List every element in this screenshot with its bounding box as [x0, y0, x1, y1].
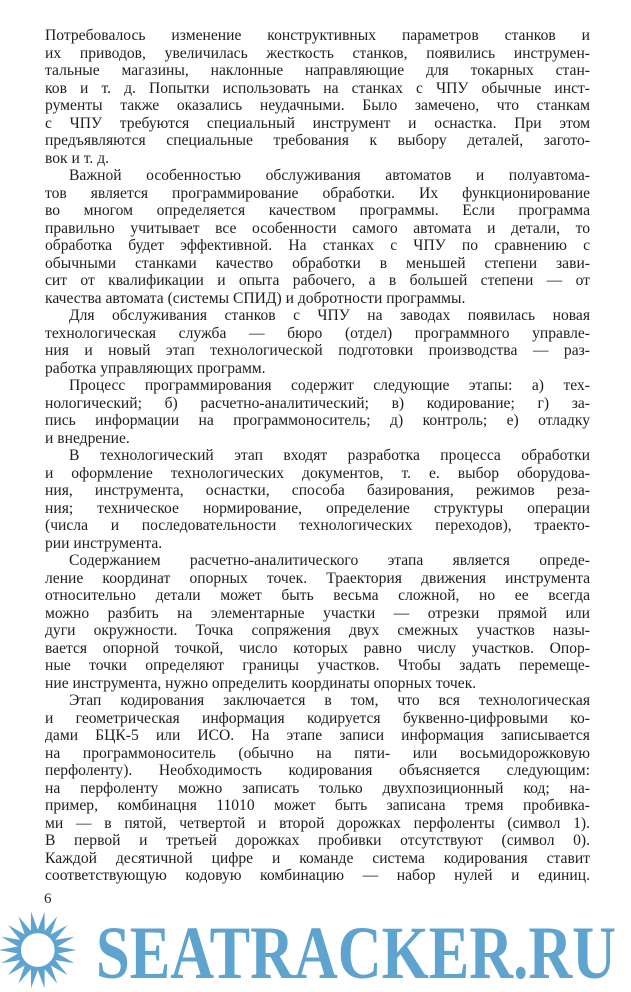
text-line: ния; техническое нормирование, определение структуры операции	[45, 499, 590, 517]
text-line: относительно детали может быть весьма сложной, но ее всегда	[45, 587, 590, 604]
text-line: технологическая служба — бюро (отдел) программного управле-	[45, 324, 590, 342]
text-line: Каждой десятичной цифре и команде система кодирования ставит	[45, 849, 590, 867]
text-line: на перфоленту можно записать только двухпозиционный код; на-	[45, 779, 590, 797]
page-number: 6	[44, 891, 52, 907]
body-text	[45, 27, 590, 885]
text-line: рументы также оказались неудачными. Было замечено, что станкам	[45, 97, 590, 114]
watermark-text: SEATRACKER.RU	[96, 912, 616, 988]
text-line: работка управляющих программ.	[45, 359, 266, 377]
text-line: Содержанием расчетно-аналитического этапа является опреде-	[69, 552, 590, 569]
text-line: с ЧПУ требуются специальный инструмент и оснастка. При этом	[45, 114, 590, 132]
text-line: ление координат опорных точек. Траектория движения инструмента	[45, 569, 590, 587]
sunburst-logo-icon	[0, 912, 90, 988]
text-line: их приводов, увеличилась жесткость станков, появились инструмен-	[45, 44, 590, 62]
text-line: В первой и третьей дорожках пробивки отсутствуют (символ 0).	[45, 832, 590, 849]
text-line: ков и т. д. Попытки использовать на станках с ЧПУ обычные инст-	[45, 79, 590, 97]
text-line: тов является программирование обработки. Их функционирование	[45, 184, 590, 202]
text-line: предъявляются специальные требования к выбору деталей, загото-	[45, 132, 590, 149]
text-line: качества автомата (системы СПИД) и добротности программы.	[45, 289, 466, 307]
text-line: перфоленту). Необходимость кодирования объясняется следующим:	[45, 762, 590, 779]
text-line: и оформление технологических документов, т. е. выбор оборудова-	[45, 464, 590, 482]
text-line: (числа и последовательности технологических переходов), траекто-	[45, 517, 590, 534]
text-line: ния, инструмента, оснастки, способа базирования, режимов реза-	[45, 482, 590, 499]
text-line: дуги окружности. Точка сопряжения двух смежных участков назы-	[45, 622, 590, 639]
text-line: пример, комбинацня 11010 может быть записана тремя пробивка-	[45, 797, 590, 814]
text-line: и геометрическая информация кодируется буквенно-цифровыми ко-	[45, 709, 590, 727]
text-line: тальные магазины, наклонные направляющие для токарных стан-	[45, 62, 590, 79]
text-line: вается опорной точкой, число которых равно числу участков. Опор-	[45, 639, 590, 657]
text-line: рии инструмента.	[45, 534, 163, 552]
text-line: обработка будет эффективной. На станках с ЧПУ по сравнению с	[45, 237, 590, 254]
text-line: Этап кодирования заключается в том, что вся технологическая	[69, 692, 590, 709]
text-line: ные точки определяют границы участков. Чтобы задать перемеще-	[45, 657, 590, 674]
watermark	[96, 912, 621, 988]
text-line: дами БЦК-5 или ИСО. На этапе записи информация записывается	[45, 727, 590, 744]
text-line: В технологический этап входят разработка процесса обработки	[69, 447, 590, 464]
text-line: ми — в пятой, четвертой и второй дорожках перфоленты (символ 1).	[45, 814, 590, 832]
text-line: на программоноситель (обычно на пяти- или восьмидорожковую	[45, 744, 590, 762]
text-line: Процесс программирования содержит следующие этапы: а) тех-	[69, 377, 590, 394]
text-line: ние инструмента, нужно определить координаты опорных точек.	[45, 674, 477, 692]
text-line: правильно учитывает все особенности самого автомата и детали, то	[45, 219, 590, 237]
text-line: можно разбить на элементарные участки — отрезки прямой или	[45, 604, 590, 622]
text-line: ния и новый этап технологической подготовки производства — раз-	[45, 342, 590, 359]
text-line: обычными станками качество обработки в меньшей степени зави-	[45, 254, 590, 272]
text-line: Потребовалось изменение конструктивных параметров станков и	[45, 27, 590, 44]
text-line: во многом определяется качеством программы. Если программа	[45, 202, 590, 219]
text-line: Для обслуживания станков с ЧПУ на заводах появилась новая	[69, 307, 590, 324]
text-line: пись информации на программоноситель; д) контроль; е) отладку	[45, 412, 590, 429]
text-line: сит от квалификации и опыта рабочего, а в большей степени — от	[45, 272, 590, 289]
text-line: соответствующую кодовую комбинацию — набор нулей и единиц.	[45, 867, 590, 884]
sun-center	[21, 933, 55, 967]
text-line: и внедрение.	[45, 429, 130, 447]
text-line: Важной особенностью обслуживания автоматов и полуавтома-	[69, 167, 590, 184]
text-line: нологический; б) расчетно-аналитический; в) кодирование; г) за-	[45, 394, 590, 412]
text-line: вок и т. д.	[45, 149, 110, 167]
